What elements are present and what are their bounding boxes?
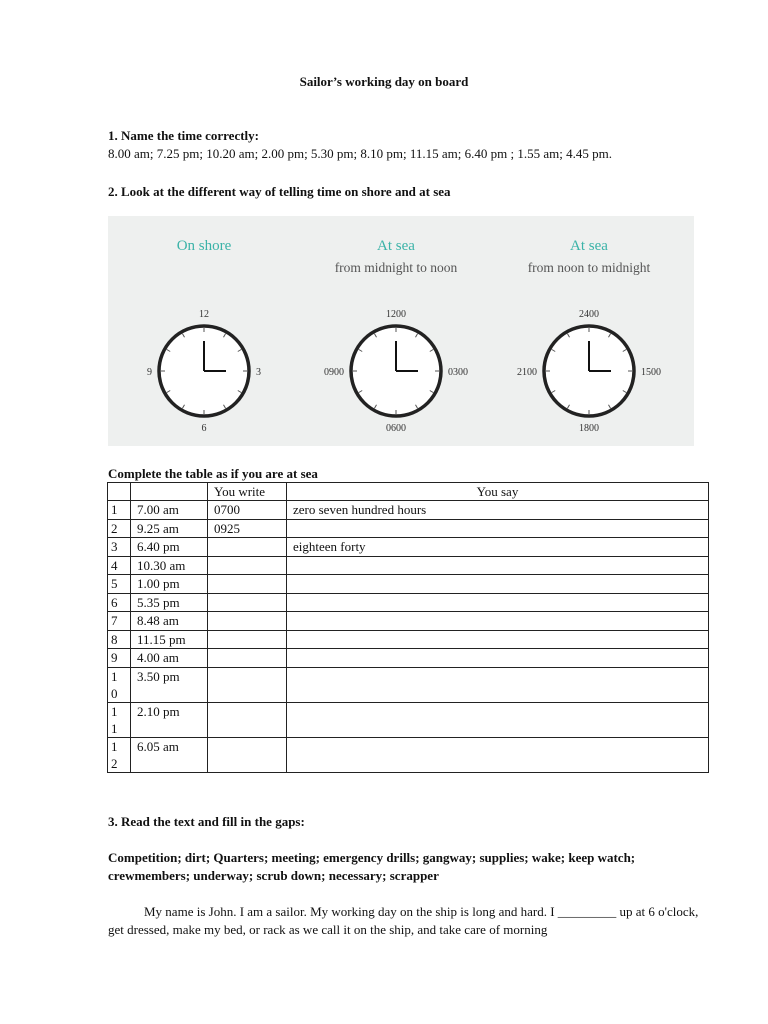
table-row (108, 575, 709, 594)
row-you-write (208, 593, 287, 612)
row-time: 11.15 pm (131, 630, 208, 649)
row-time: 3.50 pm (131, 667, 208, 702)
table-row (108, 737, 709, 772)
table-row (108, 630, 709, 649)
row-number: 1 1 (108, 702, 131, 737)
row-number: 8 (108, 630, 131, 649)
reading-text: My name is John. I am a sailor. My working day on the ship is long and hard. I _________ up at 6 o'clock, get dressed, make my bed, or rack as we call it on the ship, and take care of morning (108, 904, 699, 937)
row-you-say (287, 575, 709, 594)
row-you-say (287, 556, 709, 575)
row-number: 5 (108, 575, 131, 594)
section1-times: 8.00 am; 7.25 pm; 10.20 am; 2.00 pm; 5.30 pm; 8.10 pm; 11.15 am; 6.40 pm ; 1.55 am; 4.45 pm. (108, 146, 612, 161)
row-you-say (287, 649, 709, 668)
clock-label-right: 0300 (448, 367, 468, 378)
row-you-write (208, 538, 287, 557)
clock-label-bottom: 0600 (386, 423, 406, 434)
clock-label-bottom: 6 (201, 423, 207, 434)
table-row (108, 501, 709, 520)
word-bank: Competition; dirt; Quarters; meeting; emergency drills; gangway; supplies; wake; keep watch; crewmembers; underway; scrub down; necessary; scrapper (108, 850, 636, 883)
row-you-write: 0925 (208, 519, 287, 538)
row-you-write (208, 556, 287, 575)
row-you-write (208, 702, 287, 737)
table-row (108, 593, 709, 612)
row-you-say (287, 519, 709, 538)
row-number: 9 (108, 649, 131, 668)
row-time: 4.00 am (131, 649, 208, 668)
header-time (131, 483, 208, 501)
row-number: 2 (108, 519, 131, 538)
table-row (108, 702, 709, 737)
row-you-write (208, 737, 287, 772)
table-caption: Complete the table as if you are at sea (108, 466, 318, 481)
row-time: 10.30 am (131, 556, 208, 575)
table-row (108, 649, 709, 668)
header-you-write: You write (208, 483, 287, 501)
clock-label-bottom: 1800 (579, 423, 599, 434)
row-time: 8.48 am (131, 612, 208, 631)
clock-heading: On shore (176, 238, 232, 254)
clock-subheading: from midnight to noon (334, 260, 458, 275)
row-time: 6.40 pm (131, 538, 208, 557)
row-time: 5.35 pm (131, 593, 208, 612)
row-you-write (208, 649, 287, 668)
row-time: 7.00 am (131, 501, 208, 520)
row-number: 7 (108, 612, 131, 631)
row-number: 4 (108, 556, 131, 575)
clock-heading: At sea (377, 238, 415, 254)
row-number: 1 0 (108, 667, 131, 702)
row-time: 6.05 am (131, 737, 208, 772)
row-number: 1 2 (108, 737, 131, 772)
table-row (108, 667, 709, 702)
row-you-say (287, 737, 709, 772)
row-you-say (287, 630, 709, 649)
clock-illustration (108, 216, 694, 446)
table-row (108, 519, 709, 538)
sea-time-table (107, 482, 709, 773)
clock-label-top: 2400 (579, 309, 599, 320)
row-number: 3 (108, 538, 131, 557)
row-you-say (287, 667, 709, 702)
row-you-write: 0700 (208, 501, 287, 520)
section3-heading: 3. Read the text and fill in the gaps: (108, 814, 305, 829)
row-you-say: zero seven hundred hours (287, 501, 709, 520)
clock-label-left: 9 (147, 367, 152, 378)
clock-label-left: 2100 (517, 367, 537, 378)
clock-figure (108, 216, 694, 446)
table-row (108, 556, 709, 575)
table-header-row (108, 483, 709, 501)
row-you-say (287, 702, 709, 737)
clock-heading: At sea (570, 238, 608, 254)
clock-label-top: 1200 (386, 309, 406, 320)
row-you-say (287, 612, 709, 631)
row-time: 1.00 pm (131, 575, 208, 594)
header-you-say: You say (287, 483, 709, 501)
clock-label-left: 0900 (324, 367, 344, 378)
page-title: Sailor’s working day on board (299, 74, 469, 89)
row-you-write (208, 667, 287, 702)
row-you-write (208, 612, 287, 631)
table-row (108, 612, 709, 631)
section2-heading: 2. Look at the different way of telling time on shore and at sea (108, 184, 451, 199)
row-you-write (208, 575, 287, 594)
header-number (108, 483, 131, 501)
table-row (108, 538, 709, 557)
row-number: 6 (108, 593, 131, 612)
row-you-say (287, 593, 709, 612)
row-you-say: eighteen forty (287, 538, 709, 557)
section1-heading: 1. Name the time correctly: (108, 128, 259, 143)
row-time: 9.25 am (131, 519, 208, 538)
clock-subheading: from noon to midnight (527, 260, 651, 275)
clock-label-right: 3 (256, 367, 261, 378)
clock-label-right: 1500 (641, 367, 661, 378)
clock-label-top: 12 (199, 309, 209, 320)
row-time: 2.10 pm (131, 702, 208, 737)
row-you-write (208, 630, 287, 649)
row-number: 1 (108, 501, 131, 520)
